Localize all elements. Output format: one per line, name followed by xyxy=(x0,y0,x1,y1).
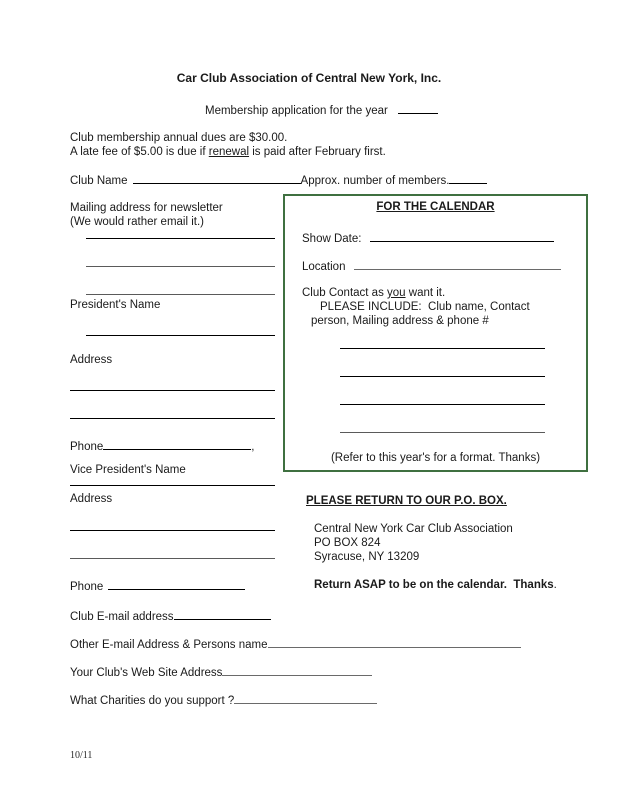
calendar-footnote: (Refer to this year's for a format. Thanks) xyxy=(330,452,541,464)
vice-president-address-line-1[interactable] xyxy=(70,530,275,531)
please-include-line-1: PLEASE INCLUDE: Club name, Contact xyxy=(320,301,530,313)
return-address-line-1: Central New York Car Club Association xyxy=(314,523,513,535)
club-email-label: Club E-mail address xyxy=(70,611,174,623)
club-email-row xyxy=(70,608,271,624)
president-address-label: Address xyxy=(70,354,113,366)
website-row xyxy=(70,664,372,680)
members-count-blank[interactable] xyxy=(449,172,487,184)
club-contact-pre: Club Contact as xyxy=(302,287,388,299)
dues-line-2-pre: A late fee of $5.00 is due if xyxy=(70,146,209,158)
charities-row xyxy=(70,692,377,708)
mailing-address-line-2[interactable] xyxy=(86,266,275,267)
club-name-label: Club Name xyxy=(70,175,128,187)
year-blank[interactable] xyxy=(398,102,438,114)
dues-line-2-post: is paid after February first. xyxy=(249,146,386,158)
calendar-contact-line-2[interactable] xyxy=(340,376,545,377)
dues-line-2 xyxy=(70,145,386,159)
mailing-address-line-1[interactable] xyxy=(86,238,275,239)
return-asap-note xyxy=(314,578,557,592)
please-include-line-2: person, Mailing address & phone # xyxy=(311,315,489,327)
club-contact-you-emphasis: you xyxy=(387,287,406,299)
renewal-emphasis: renewal xyxy=(208,146,250,158)
other-email-label: Other E-mail Address & Persons name xyxy=(70,639,268,651)
website-label: Your Club's Web Site Address xyxy=(70,667,223,679)
club-email-blank[interactable] xyxy=(174,608,271,620)
president-name-label: President's Name xyxy=(70,299,161,311)
show-date-row xyxy=(302,230,554,246)
return-address-line-2: PO BOX 824 xyxy=(314,537,381,549)
vice-president-phone-row xyxy=(70,578,245,594)
charities-blank[interactable] xyxy=(234,692,377,704)
club-name-row xyxy=(70,172,487,188)
dues-line-1: Club membership annual dues are $30.00. xyxy=(70,132,288,144)
revision-date-stamp: 10/11 xyxy=(70,750,93,761)
mailing-address-line-3[interactable] xyxy=(86,294,275,295)
calendar-contact-line-1[interactable] xyxy=(340,348,545,349)
return-heading: PLEASE RETURN TO OUR P.O. BOX. xyxy=(306,495,507,507)
show-date-label: Show Date: xyxy=(302,233,362,245)
president-address-line-2[interactable] xyxy=(70,418,275,419)
president-phone-trailing-comma: , xyxy=(251,441,255,453)
vice-president-address-label: Address xyxy=(70,493,113,505)
president-address-line-1[interactable] xyxy=(70,390,275,391)
website-blank[interactable] xyxy=(222,664,372,676)
club-contact-post: want it. xyxy=(405,287,446,299)
membership-year-label: Membership application for the year xyxy=(205,105,388,117)
mailing-address-label-line2: (We would rather email it.) xyxy=(70,216,204,228)
club-name-blank[interactable] xyxy=(133,172,301,184)
location-label: Location xyxy=(302,261,346,273)
membership-year-line xyxy=(205,102,438,118)
president-phone-label: Phone xyxy=(70,441,104,453)
club-contact-line xyxy=(302,286,445,300)
other-email-blank[interactable] xyxy=(268,636,521,648)
vice-president-phone-blank[interactable] xyxy=(108,578,245,590)
page-title: Car Club Association of Central New York, Inc. xyxy=(176,71,442,85)
calendar-heading: FOR THE CALENDAR xyxy=(376,201,495,213)
president-phone-row xyxy=(70,438,254,454)
charities-label: What Charities do you support ? xyxy=(70,695,235,707)
vice-president-address-line-2[interactable] xyxy=(70,558,275,559)
mailing-address-label-line1: Mailing address for newsletter xyxy=(70,202,223,214)
return-asap-bold: Return ASAP to be on the calendar. Thanks xyxy=(314,579,554,591)
calendar-contact-line-3[interactable] xyxy=(340,404,545,405)
return-address-line-3: Syracuse, NY 13209 xyxy=(314,551,420,563)
calendar-contact-line-4[interactable] xyxy=(340,432,545,433)
members-count-label: Approx. number of members. xyxy=(300,175,450,187)
other-email-row xyxy=(70,636,521,652)
vice-president-name-label: Vice President's Name xyxy=(70,464,186,476)
location-row xyxy=(302,258,561,274)
show-date-blank[interactable] xyxy=(370,230,554,242)
vice-president-phone-label: Phone xyxy=(70,581,104,593)
president-phone-blank[interactable] xyxy=(103,438,251,450)
president-name-line[interactable] xyxy=(86,335,275,336)
location-blank[interactable] xyxy=(354,258,561,270)
return-asap-period: . xyxy=(553,579,557,591)
vice-president-name-line[interactable] xyxy=(70,485,275,486)
